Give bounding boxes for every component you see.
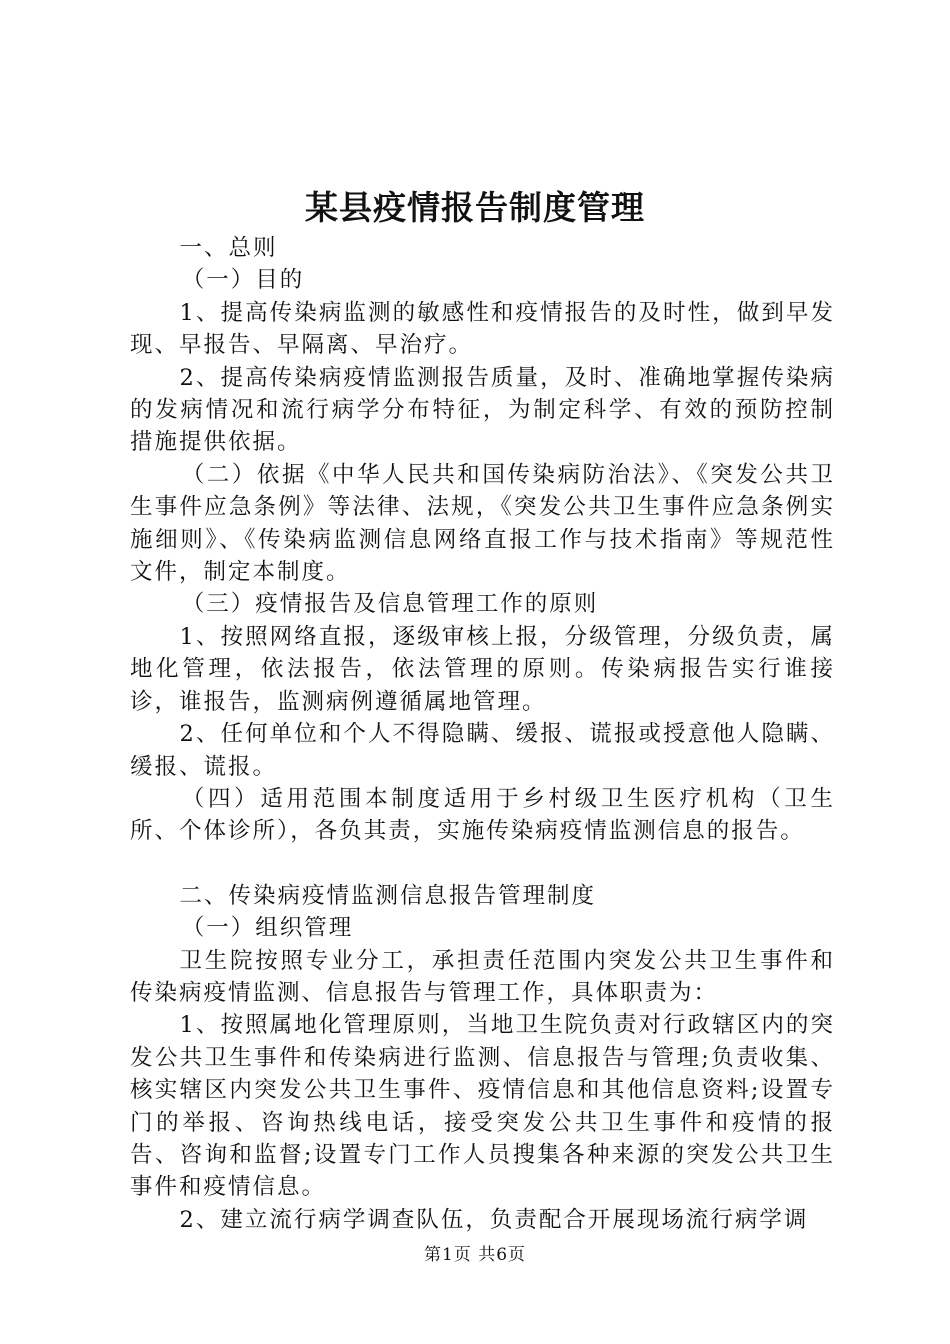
- paragraph: 卫生院按照专业分工，承担责任范围内突发公共卫生事件和传染病疫情监测、信息报告与管理工作，具体职责为：: [130, 947, 835, 1006]
- paragraph: 2、提高传染病疫情监测报告质量，及时、准确地掌握传染病的发病情况和流行病学分布特征，为制定科学、有效的预防控制措施提供依据。: [130, 364, 835, 456]
- paragraph: 1、按照网络直报，逐级审核上报，分级管理，分级负责，属地化管理，依法报告，依法管理的原则。传染病报告实行谁接诊，谁报告，监测病例遵循属地管理。: [130, 623, 835, 715]
- section-heading: 二、传染病疫情监测信息报告管理制度: [179, 882, 597, 909]
- paragraph: （四）适用范围本制度适用于乡村级卫生医疗机构（卫生所、个体诊所），各负其责，实施传染病疫情监测信息的报告。: [130, 785, 835, 845]
- subsection-heading: （一）组织管理: [181, 915, 354, 942]
- paragraph: 1、提高传染病监测的敏感性和疫情报告的及时性，做到早发现、早报告、早隔离、早治疗。: [130, 299, 835, 359]
- subsection-heading: （一）目的: [181, 267, 305, 294]
- paragraph: （二）依据《中华人民共和国传染病防治法》、《突发公共卫生事件应急条例》等法律、法规，《突发公共卫生事件应急条例实施细则》、《传染病监测信息网络直报工作与技术指南》等规范性文件，制定本制度。: [130, 461, 835, 586]
- paragraph: 2、任何单位和个人不得隐瞒、缓报、谎报或授意他人隐瞒、缓报、谎报。: [130, 721, 835, 780]
- subsection-heading: （三）疫情报告及信息管理工作的原则: [181, 591, 599, 618]
- paragraph: 2、建立流行病学调查队伍，负责配合开展现场流行病学调: [179, 1206, 809, 1233]
- document-title: 某县疫情报告制度管理: [305, 188, 645, 227]
- page-footer: 第1页 共6页: [423, 1245, 527, 1265]
- paragraph: 1、按照属地化管理原则，当地卫生院负责对行政辖区内的突发公共卫生事件和传染病进行监测、信息报告与管理;负责收集、核实辖区内突发公共卫生事件、疫情信息和其他信息资料;设置专门的举报、咨询热线电话，接受突发公共卫生事件和疫情的报告、咨询和监督;设置专门工作人员搜集各种来源的突发公共卫生事件和疫情信息。: [130, 1012, 835, 1201]
- document-body: [130, 232, 835, 1236]
- section-heading: 一、总则: [179, 235, 278, 261]
